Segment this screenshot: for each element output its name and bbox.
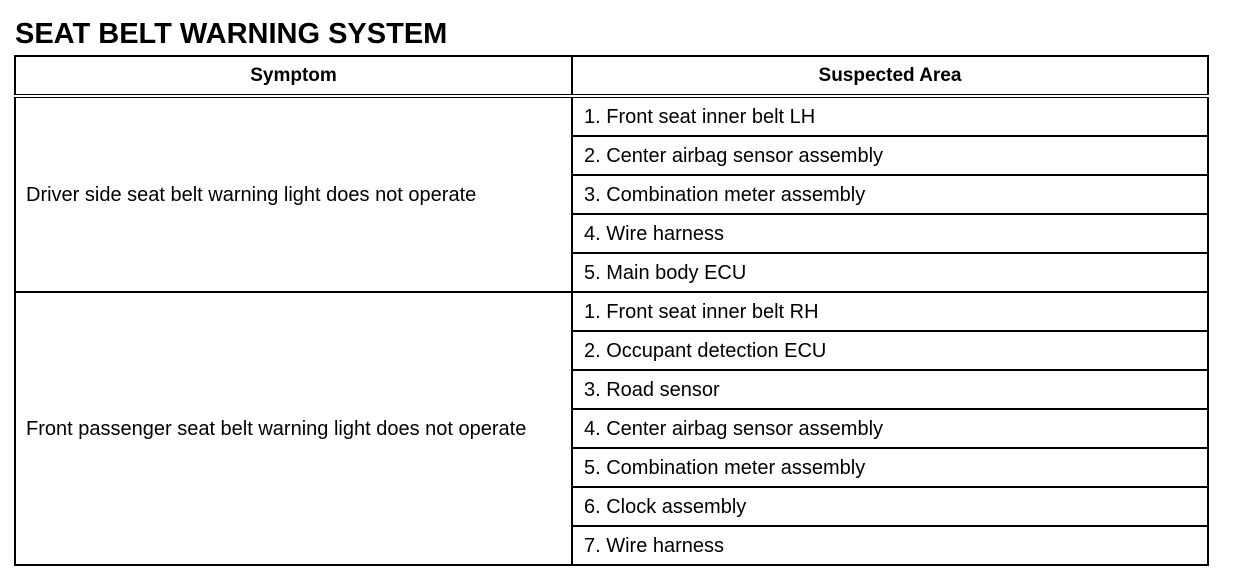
column-header-symptom: Symptom <box>15 56 572 96</box>
suspected-area-cell: 1. Front seat inner belt RH <box>572 292 1208 331</box>
suspected-area-cell: 5. Main body ECU <box>572 253 1208 292</box>
suspected-area-cell: 2. Occupant detection ECU <box>572 331 1208 370</box>
suspected-area-cell: 4. Center airbag sensor assembly <box>572 409 1208 448</box>
symptom-cell: Front passenger seat belt warning light does not operate <box>15 292 572 565</box>
page-title: SEAT BELT WARNING SYSTEM <box>15 18 448 50</box>
suspected-area-cell: 1. Front seat inner belt LH <box>572 96 1208 136</box>
suspected-area-cell: 5. Combination meter assembly <box>572 448 1208 487</box>
suspected-area-cell: 7. Wire harness <box>572 526 1208 565</box>
suspected-area-cell: 4. Wire harness <box>572 214 1208 253</box>
suspected-area-cell: 6. Clock assembly <box>572 487 1208 526</box>
troubleshooting-table <box>14 55 1209 566</box>
suspected-area-cell: 2. Center airbag sensor assembly <box>572 136 1208 175</box>
table-header-row <box>15 56 1208 96</box>
symptom-cell: Driver side seat belt warning light does not operate <box>15 96 572 292</box>
table-row <box>15 96 1208 136</box>
table-row <box>15 292 1208 331</box>
suspected-area-cell: 3. Road sensor <box>572 370 1208 409</box>
column-header-suspected-area: Suspected Area <box>572 56 1208 96</box>
suspected-area-cell: 3. Combination meter assembly <box>572 175 1208 214</box>
